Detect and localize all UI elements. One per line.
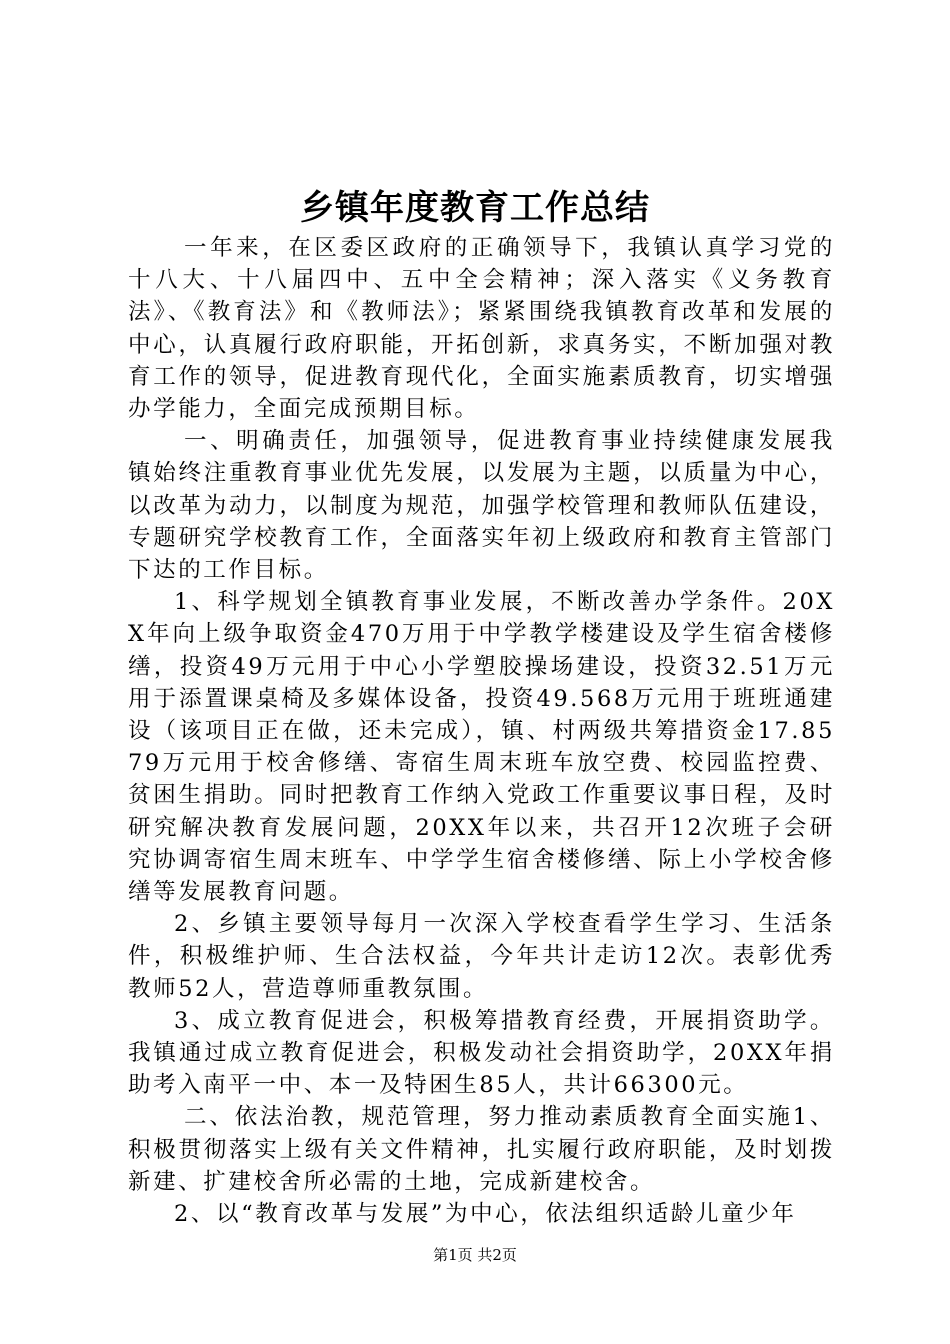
page-footer: 第1页 共2页	[433, 1246, 517, 1264]
paragraph-item-2: 2、乡镇主要领导每月一次深入学校查看学生学习、生活条件，积极维护师、生合法权益，今年共计走访12次。表彰优秀教师52人，营造尊师重教氛围。	[128, 911, 835, 1002]
paragraph-item-1: 1、科学规划全镇教育事业发展，不断改善办学条件。20XX年向上级争取资金470万用于中学教学楼建设及学生宿舍楼修缮，投资49万元用于中心小学塑胶操场建设，投资32.51万元用于添置课桌椅及多媒体设备，投资49.568万元用于班班通建设（该项目正在做，还未完成），镇、村两级共筹措资金17.8579万元用于校舍修缮、寄宿生周末班车放空费、校园监控费、贫困生捐助。同时把教育工作纳入党政工作重要议事日程，及时研究解决教育发展问题，20XX年以来，共召开12次班子会研究协调寄宿生周末班车、中学学生宿舍楼修缮、际上小学校舍修缮等发展教育问题。	[128, 589, 835, 906]
paragraph-item-2-section-two: 2、以“教育改革与发展”为中心，依法组织适龄儿童少年	[174, 1201, 797, 1228]
paragraph-intro: 一年来，在区委区政府的正确领导下，我镇认真学习党的十八大、十八届四中、五中全会精神；深入落实《义务教育法》、《教育法》和《教师法》；紧紧围绕我镇教育改革和发展的中心，认真履行政府职能，开拓创新，求真务实，不断加强对教育工作的领导，促进教育现代化，全面实施素质教育，切实增强办学能力，全面完成预期目标。	[128, 235, 835, 423]
paragraph-item-3: 3、成立教育促进会，积极筹措教育经费，开展捐资助学。我镇通过成立教育促进会，积极发动社会捐资助学，20XX年捐助考入南平一中、本一及特困生85人，共计66300元。	[128, 1007, 835, 1099]
paragraph-section-one: 一、明确责任，加强领导，促进教育事业持续健康发展我镇始终注重教育事业优先发展，以发展为主题，以质量为中心，以改革为动力，以制度为规范，加强学校管理和教师队伍建设，专题研究学校教育工作，全面落实年初上级政府和教育主管部门下达的工作目标。	[128, 428, 835, 584]
document-title: 乡镇年度教育工作总结	[300, 188, 650, 228]
paragraph-section-two: 二、依法治教，规范管理，努力推动素质教育全面实施1、积极贯彻落实上级有关文件精神，扎实履行政府职能，及时划拨新建、扩建校舍所必需的土地，完成新建校舍。	[128, 1104, 835, 1195]
document-body	[128, 232, 835, 1230]
